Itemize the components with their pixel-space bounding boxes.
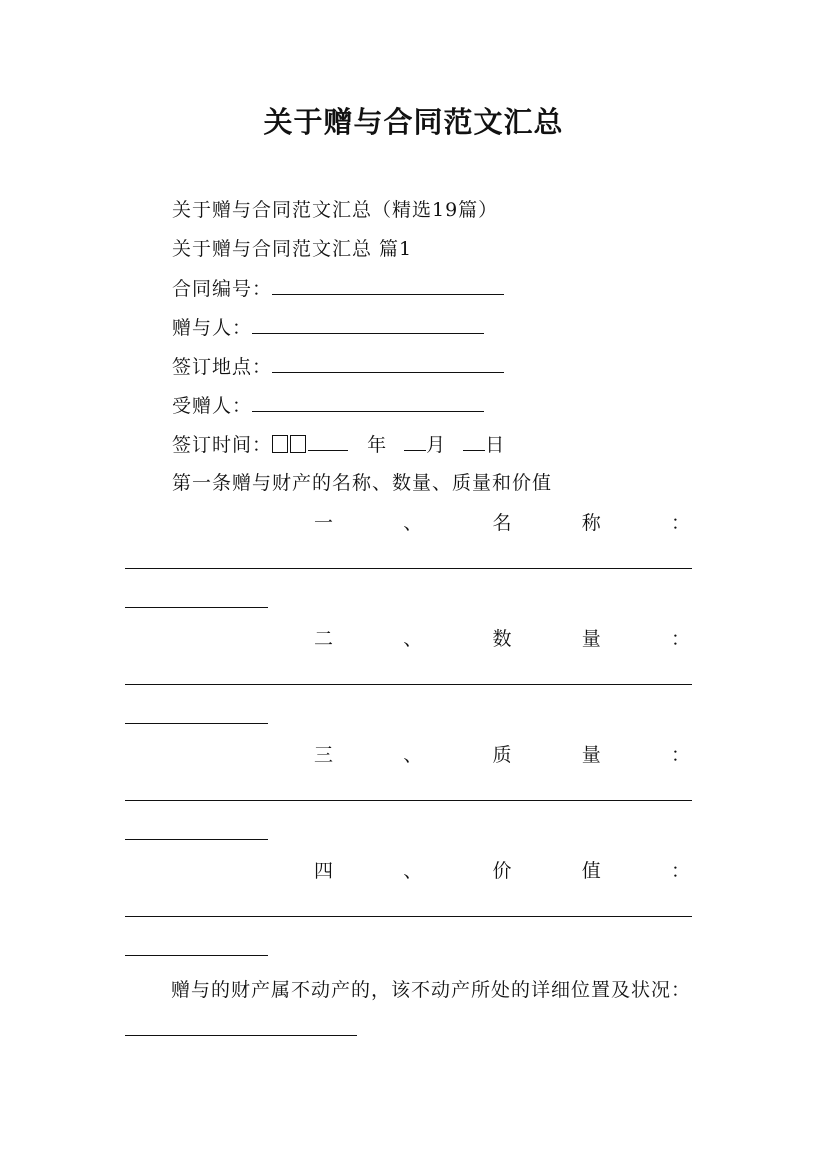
item-separator: 、	[403, 744, 423, 766]
subtitle: 关于赠与合同范文汇总（精选19篇）	[172, 199, 499, 221]
property-paragraph-text: 赠与的财产属不动产的，该不动产所处的详细位置及状况：	[171, 979, 692, 1001]
item-separator: 、	[403, 628, 423, 650]
item-number: 二	[314, 628, 334, 650]
item-label-char: 名	[492, 512, 512, 534]
name-blank-line-short[interactable]	[125, 607, 268, 608]
item-separator: 、	[403, 512, 423, 534]
quantity-blank-line[interactable]	[125, 684, 692, 685]
day-blank[interactable]	[463, 432, 485, 451]
value-blank-line-short[interactable]	[125, 955, 268, 956]
month-label: 月	[426, 434, 447, 456]
item-label-char: 价	[492, 860, 512, 882]
time-row	[172, 432, 505, 457]
item-label-char: 数	[492, 628, 512, 650]
item-number: 四	[314, 860, 334, 882]
quality-blank-line[interactable]	[125, 800, 692, 801]
place-label: 签订地点：	[172, 356, 273, 378]
donee-row	[172, 393, 484, 418]
name-blank-line[interactable]	[125, 568, 692, 569]
item-quality-row	[314, 743, 690, 767]
item-label-char: 量	[581, 628, 601, 650]
month-blank[interactable]	[404, 432, 426, 451]
checkbox-icon	[290, 435, 306, 453]
quantity-blank-line-short[interactable]	[125, 723, 268, 724]
item-colon: ：	[670, 628, 690, 650]
item-label-char: 称	[581, 512, 601, 534]
day-label: 日	[485, 434, 506, 456]
item-separator: 、	[403, 860, 423, 882]
item-quantity-row	[314, 627, 690, 651]
year-blank[interactable]	[308, 432, 348, 451]
property-paragraph	[125, 970, 705, 1050]
donor-blank[interactable]	[252, 315, 484, 334]
donor-row	[172, 315, 484, 340]
item-colon: ：	[670, 860, 690, 882]
article-1-heading: 第一条赠与财产的名称、数量、质量和价值	[172, 472, 553, 494]
section-heading: 关于赠与合同范文汇总 篇1	[172, 238, 413, 260]
quality-blank-line-short[interactable]	[125, 839, 268, 840]
time-label: 签订时间：	[172, 434, 273, 456]
checkbox-icon	[272, 435, 288, 453]
item-number: 一	[314, 512, 334, 534]
item-colon: ：	[670, 512, 690, 534]
item-name-row	[314, 511, 690, 535]
value-blank-line[interactable]	[125, 916, 692, 917]
donee-blank[interactable]	[252, 393, 484, 412]
item-label-char: 值	[581, 860, 601, 882]
contract-no-blank[interactable]	[272, 276, 504, 295]
place-row	[172, 354, 504, 379]
contract-no-row	[172, 276, 504, 301]
item-label-char: 量	[581, 744, 601, 766]
place-blank[interactable]	[272, 354, 504, 373]
year-label: 年	[367, 434, 388, 456]
item-label-char: 质	[492, 744, 512, 766]
donor-label: 赠与人：	[172, 317, 253, 339]
document-title: 关于赠与合同范文汇总	[263, 105, 564, 139]
contract-no-label: 合同编号：	[172, 278, 273, 300]
item-number: 三	[314, 744, 334, 766]
property-blank[interactable]	[125, 1017, 357, 1036]
item-colon: ：	[670, 744, 690, 766]
item-value-row	[314, 859, 690, 883]
donee-label: 受赠人：	[172, 395, 253, 417]
